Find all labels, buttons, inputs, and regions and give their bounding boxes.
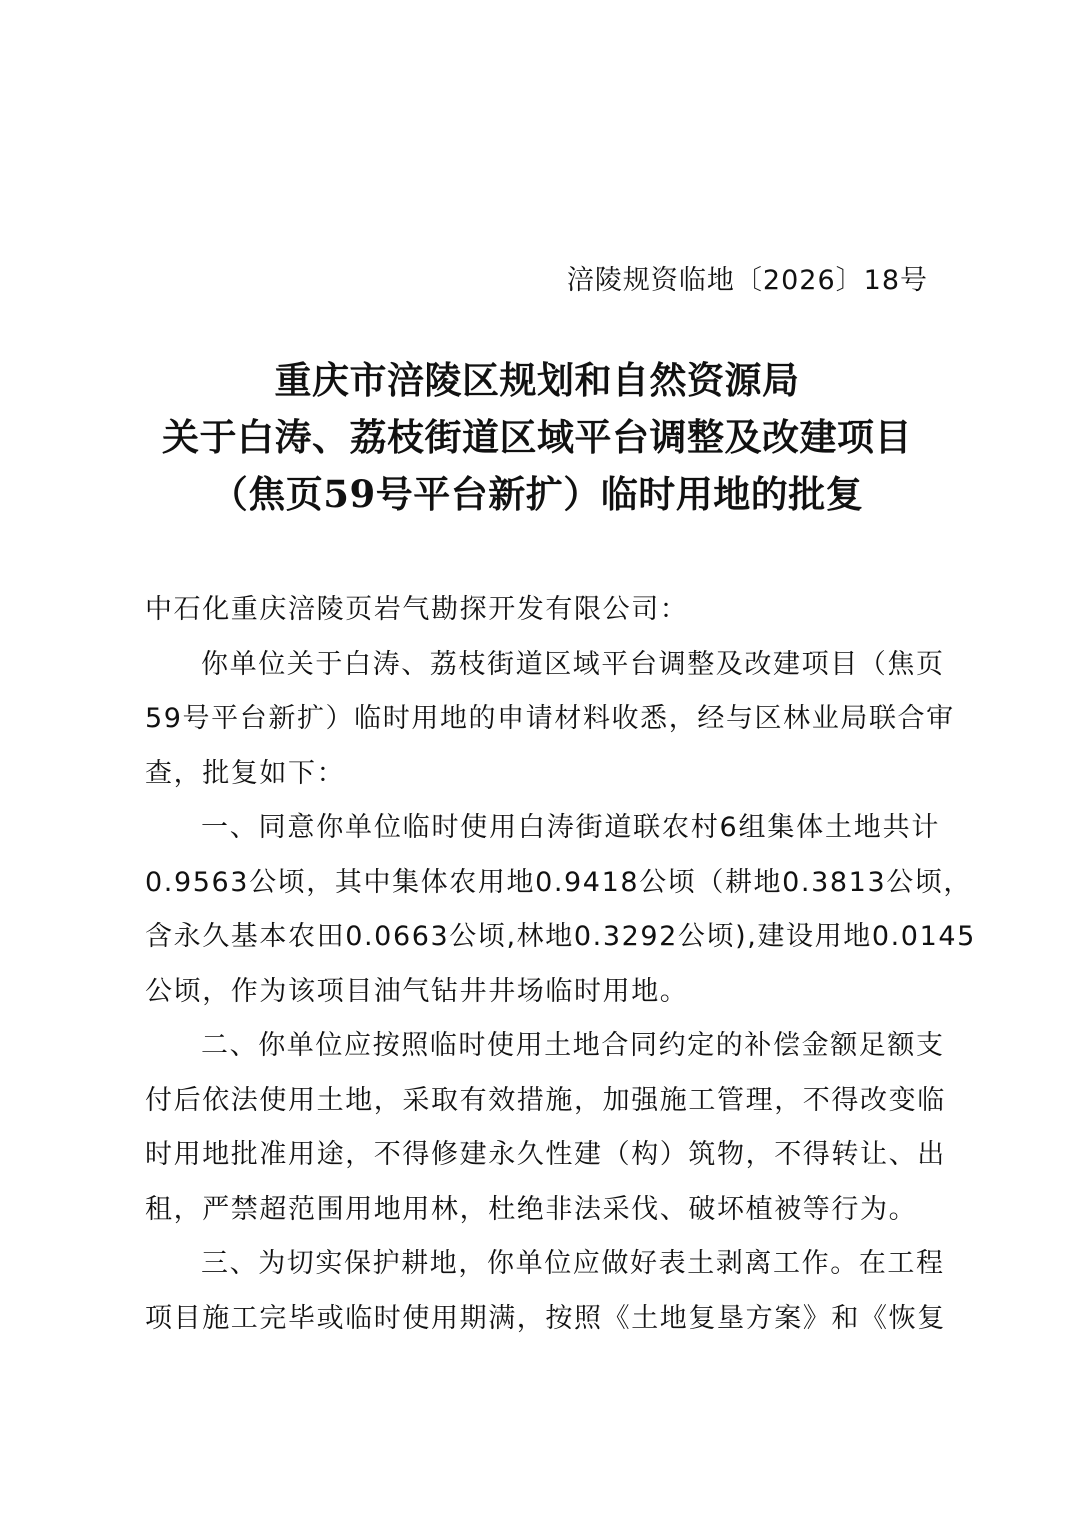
- paragraph-line: 0.9563公顷，其中集体农用地0.9418公顷（耕地0.3813公顷，: [145, 866, 973, 898]
- paragraph-line: 含永久基本农田0.0663公顷,林地0.3292公顷),建设用地0.0145: [145, 921, 976, 952]
- paragraph-line: 时用地批准用途，不得修建永久性建（构）筑物，不得转让、出: [145, 1139, 946, 1170]
- paragraph-item-2: [145, 1019, 946, 1237]
- paragraph-line: 查，批复如下：: [145, 757, 346, 789]
- paragraph-line: 你单位关于白涛、荔枝街道区域平台调整及改建项目（焦页: [201, 648, 945, 680]
- addressee: 中石化重庆涪陵页岩气勘探开发有限公司：: [145, 594, 689, 625]
- paragraph-line: 三、为切实保护耕地，你单位应做好表土剥离工作。在工程: [201, 1248, 945, 1279]
- paragraph-item-1: [145, 801, 976, 1019]
- paragraph-line: 付后依法使用土地，采取有效措施，加强施工管理，不得改变临: [145, 1084, 946, 1116]
- title-line-3: （焦页59号平台新扩）临时用地的批复: [210, 472, 864, 516]
- document-number: 涪陵规资临地〔2026〕18号: [566, 265, 928, 296]
- title-line-2: 关于白涛、荔枝街道区域平台调整及改建项目: [162, 415, 912, 459]
- document-body: [145, 583, 976, 1346]
- document-title: [0, 352, 1074, 523]
- paragraph-line: 项目施工完毕或临时使用期满，按照《土地复垦方案》和《恢复: [145, 1302, 946, 1334]
- paragraph-line: 二、你单位应按照临时使用土地合同约定的补偿金额足额支: [201, 1030, 945, 1061]
- paragraph-line: 公顷，作为该项目油气钻井井场临时用地。: [145, 975, 689, 1007]
- paragraph-line: 59号平台新扩）临时用地的申请材料收悉，经与区林业局联合审: [145, 703, 955, 734]
- paragraph-line: 租，严禁超范围用地用林，杜绝非法采伐、破坏植被等行为。: [145, 1193, 918, 1225]
- paragraph-line: 一、同意你单位临时使用白涛街道联农村6组集体土地共计: [201, 812, 940, 843]
- paragraph-item-3: [145, 1237, 946, 1346]
- paragraph-intro: [145, 638, 955, 802]
- title-line-1: 重庆市涪陵区规划和自然资源局: [274, 358, 800, 402]
